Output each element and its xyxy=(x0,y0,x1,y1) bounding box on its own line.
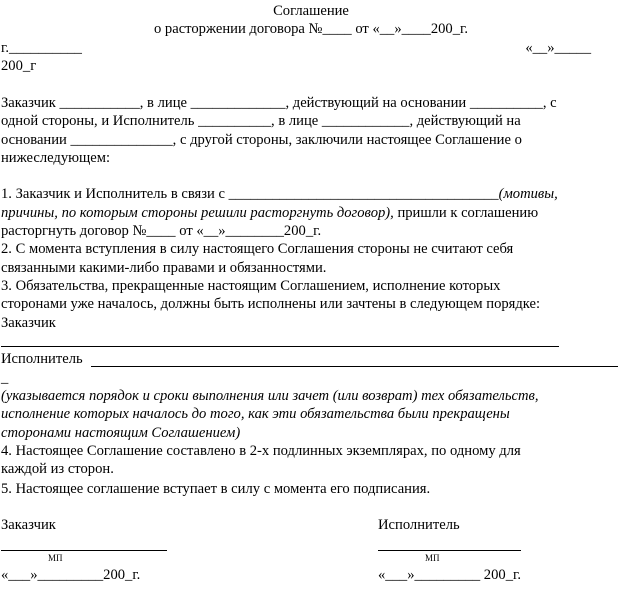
clause-5-line: 5. Настоящее соглашение вступает в силу с момента его подписания. xyxy=(1,481,431,497)
customer-signature-date: «___»_________200_г. xyxy=(1,567,141,583)
clause-3-contractor-label: Исполнитель xyxy=(1,351,83,367)
document-title: Соглашение xyxy=(273,3,349,19)
clause-3-note-line: исполнение которых началось до того, как эти обязательства были прекращены xyxy=(1,406,510,422)
clause-3-contractor-continuation: _ xyxy=(1,370,9,386)
clause-4-line: 4. Настоящее Соглашение составлено в 2-х подлинных экземплярах, по одному для xyxy=(1,443,521,459)
clause-3-contractor-blank xyxy=(91,366,618,367)
year-field: 200_г xyxy=(1,58,37,74)
clause-1-line: расторгнуть договор №____ от «__»________200_г. xyxy=(1,223,322,239)
clause-1-text: 1. Заказчик и Исполнитель в связи с _____________________________________ xyxy=(1,186,499,202)
contractor-signature-date: «___»_________ 200_г. xyxy=(378,567,521,583)
preamble-line: основании ______________, с другой стороны, заключили настоящее Соглашение о xyxy=(1,132,522,148)
clause-2-line: связанными какими-либо правами и обязанностями. xyxy=(1,260,327,276)
clause-1-italic: (мотивы, xyxy=(498,186,558,202)
preamble-line: нижеследующем: xyxy=(1,150,111,166)
clause-3-note-line: (указывается порядок и сроки выполнения или зачет (или возврат) тех обязательств, xyxy=(1,388,539,404)
clause-3-line: 3. Обязательства, прекращенные настоящим Соглашением, исполнение которых xyxy=(1,278,501,294)
contractor-signature-line xyxy=(378,550,521,551)
contractor-stamp-label: МП xyxy=(425,553,440,563)
clause-1-text: пришли к соглашению xyxy=(393,205,539,221)
customer-signature-label: Заказчик xyxy=(1,517,56,533)
contractor-signature-label: Исполнитель xyxy=(378,517,460,533)
customer-stamp-label: МП xyxy=(48,553,63,563)
clause-2-line: 2. С момента вступления в силу настоящего Соглашения стороны не считают себя xyxy=(1,241,514,257)
clause-3-note-line: сторонами настоящим Соглашением) xyxy=(1,425,241,441)
clause-1-line xyxy=(1,185,558,203)
clause-3-customer-label: Заказчик xyxy=(1,315,56,331)
clause-3-line: сторонами уже началось, должны быть исполнены или зачтены в следующем порядке: xyxy=(1,296,541,312)
clause-4-line: каждой из сторон. xyxy=(1,461,114,477)
city-field: г.__________ xyxy=(1,40,82,56)
clause-1-line xyxy=(1,204,538,222)
document-subtitle: о расторжении договора №____ от «__»____200_г. xyxy=(153,21,468,37)
clause-1-italic: причины, по которым стороны решили расторгнуть договор), xyxy=(1,205,394,221)
preamble-line: одной стороны, и Исполнитель __________, в лице ____________, действующий на xyxy=(1,113,521,129)
customer-signature-line xyxy=(1,550,167,551)
date-field: «__»_____ xyxy=(525,40,591,56)
preamble-line: Заказчик ___________, в лице _____________, действующий на основании __________, с xyxy=(1,95,557,111)
clause-3-customer-blank xyxy=(1,346,559,347)
